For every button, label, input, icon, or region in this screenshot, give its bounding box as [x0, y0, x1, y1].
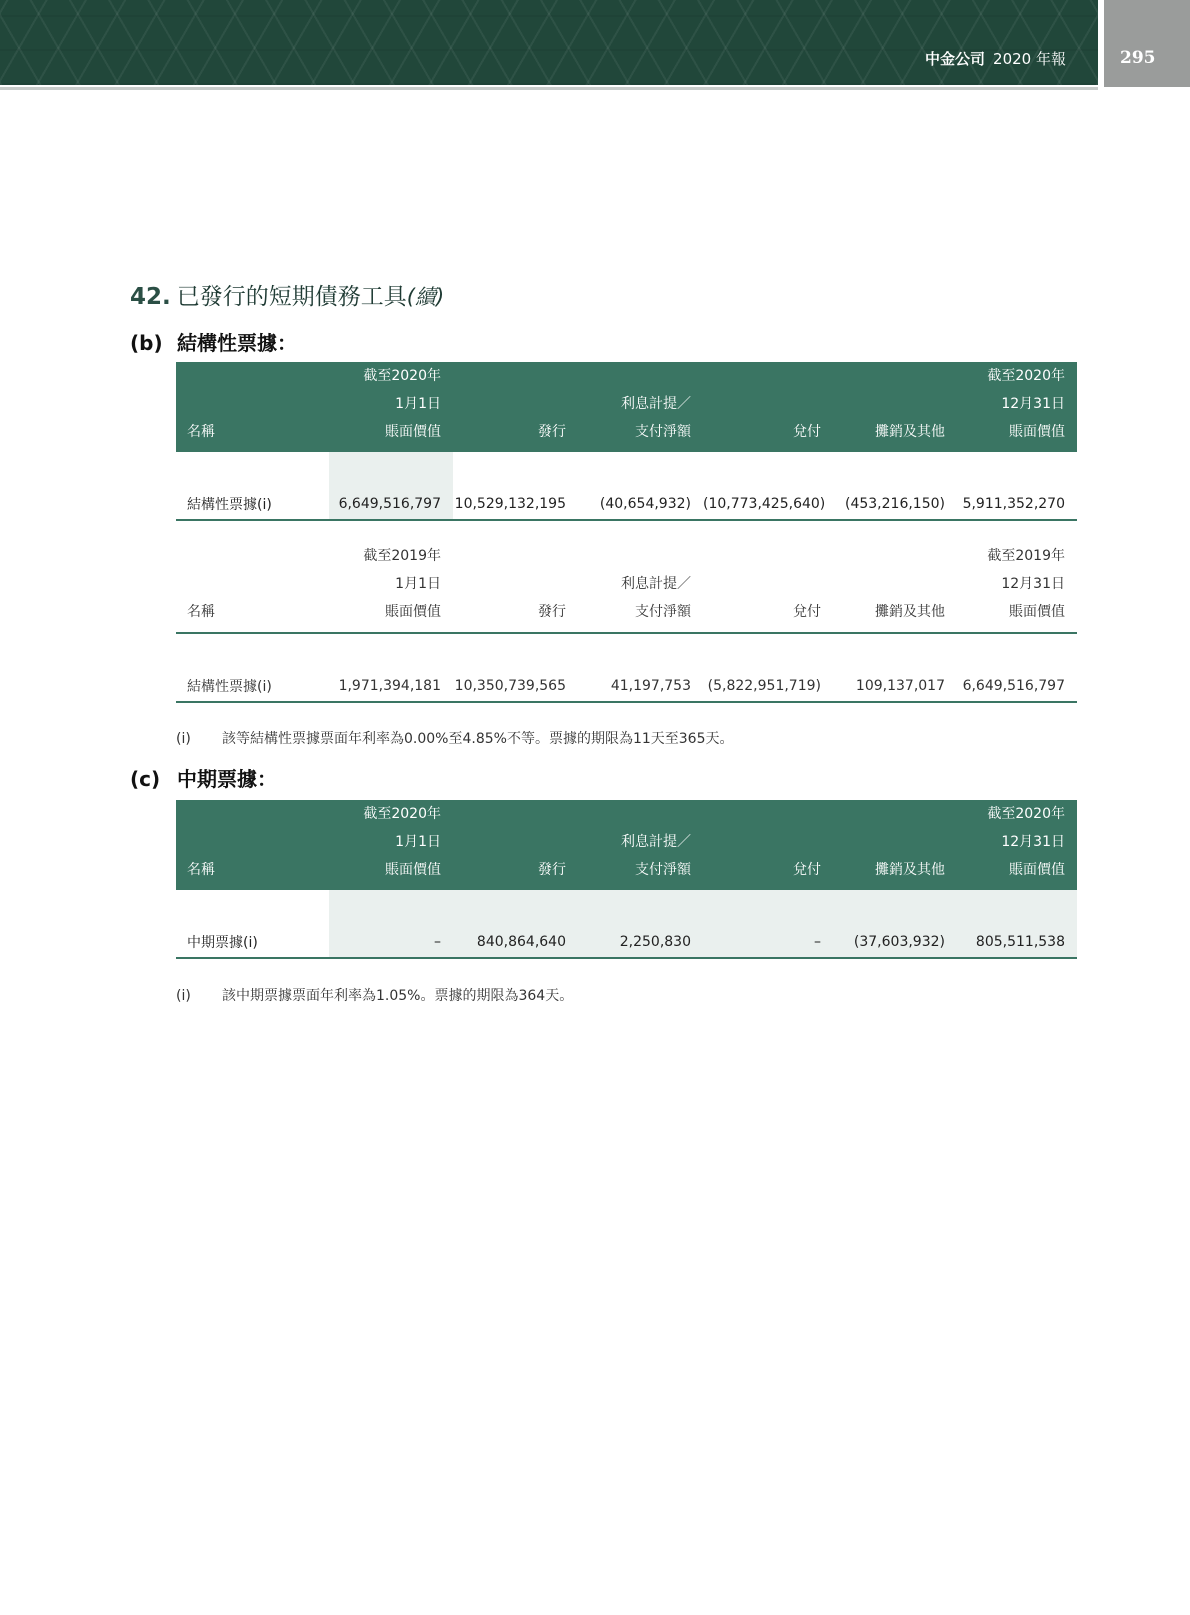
col-opening: 截至2020年 1月1日 賬面價值 [363, 368, 441, 440]
cell-closing: 805,511,538 [957, 890, 1077, 958]
cell-name: 中期票據(i) [187, 935, 258, 951]
note-b-marker: (i) [176, 731, 191, 747]
section-number: 42. [130, 284, 171, 310]
cell-interest: (40,654,932) [599, 496, 691, 512]
cell-amort: (453,216,150) [845, 496, 945, 512]
cell-closing: 6,649,516,797 [962, 678, 1065, 694]
col-name: 名稱 [187, 604, 215, 620]
col-redeem: 兌付 [793, 424, 821, 440]
header-divider [0, 87, 1098, 90]
cell-issue: 10,529,132,195 [454, 496, 566, 512]
section-title [130, 278, 444, 311]
cell-amort: 109,137,017 [855, 678, 945, 694]
table-row [176, 633, 1077, 702]
subsection-b-title [130, 327, 297, 356]
table-row [176, 890, 1077, 958]
subsection-b-heading: 結構性票據： [177, 331, 297, 355]
cell-name: 結構性票據(i) [187, 679, 272, 695]
table-header-row [176, 800, 1077, 890]
subsection-c-heading: 中期票據： [177, 767, 277, 791]
note-b-text: 該等結構性票據票面年利率為0.00%至4.85%不等。票據的期限為11天至365天。 [222, 731, 734, 747]
cell-opening: 1,971,394,181 [338, 678, 441, 694]
header-banner [0, 0, 1098, 85]
col-interest: 利息計提／ 支付淨額 [621, 396, 691, 440]
cell-redeem: – [703, 890, 833, 958]
col-closing: 截至2020年 12月31日 賬面價值 [987, 806, 1065, 878]
subsection-c-label: (c) [130, 767, 161, 791]
col-interest: 利息計提／ 支付淨額 [621, 834, 691, 878]
structured-notes-2019-table [176, 542, 1077, 703]
section-continued: (續) [406, 285, 445, 309]
note-c-text: 該中期票據票面年利率為1.05%。票據的期限為364天。 [222, 988, 574, 1004]
cell-interest: 2,250,830 [578, 890, 703, 958]
section-heading: 已發行的短期債務工具 [176, 284, 407, 310]
table-row [176, 452, 1077, 520]
subsection-c-title [130, 763, 277, 792]
col-closing: 截至2020年 12月31日 賬面價值 [987, 368, 1065, 440]
note-b [176, 728, 733, 748]
cell-redeem: (5,822,951,719) [707, 678, 821, 694]
col-amort: 攤銷及其他 [875, 862, 945, 878]
col-amort: 攤銷及其他 [875, 424, 945, 440]
col-closing: 截至2019年 12月31日 賬面價值 [987, 548, 1065, 620]
cell-opening: 6,649,516,797 [329, 452, 453, 520]
table-header-row [176, 362, 1077, 452]
col-interest: 利息計提／ 支付淨額 [621, 576, 691, 620]
header-text [925, 48, 1066, 69]
note-c-marker: (i) [176, 988, 191, 1004]
company-name: 中金公司 [925, 50, 986, 68]
report-name: 2020 年報 [993, 50, 1066, 68]
col-issue: 發行 [538, 604, 566, 620]
structured-notes-2020-table [176, 362, 1077, 521]
page-number: 295 [1120, 48, 1156, 68]
col-redeem: 兌付 [793, 604, 821, 620]
cell-issue: 840,864,640 [453, 890, 578, 958]
col-amort: 攤銷及其他 [875, 604, 945, 620]
cell-closing: 5,911,352,270 [962, 496, 1065, 512]
medium-term-notes-table [176, 800, 1077, 959]
col-issue: 發行 [538, 862, 566, 878]
col-name: 名稱 [187, 862, 215, 878]
table-header-row [176, 542, 1077, 633]
cell-amort: (37,603,932) [833, 890, 957, 958]
col-redeem: 兌付 [793, 862, 821, 878]
cell-interest: 41,197,753 [610, 678, 691, 694]
note-c [176, 985, 573, 1005]
subsection-b-label: (b) [130, 331, 163, 355]
page-number-box [1104, 0, 1190, 87]
cell-name: 結構性票據(i) [187, 497, 272, 513]
col-opening: 截至2020年 1月1日 賬面價值 [363, 806, 441, 878]
cell-redeem: (10,773,425,640) [703, 496, 826, 512]
col-issue: 發行 [538, 424, 566, 440]
cell-opening: – [329, 890, 453, 958]
col-opening: 截至2019年 1月1日 賬面價值 [363, 548, 441, 620]
cell-issue: 10,350,739,565 [454, 678, 566, 694]
col-name: 名稱 [187, 424, 215, 440]
